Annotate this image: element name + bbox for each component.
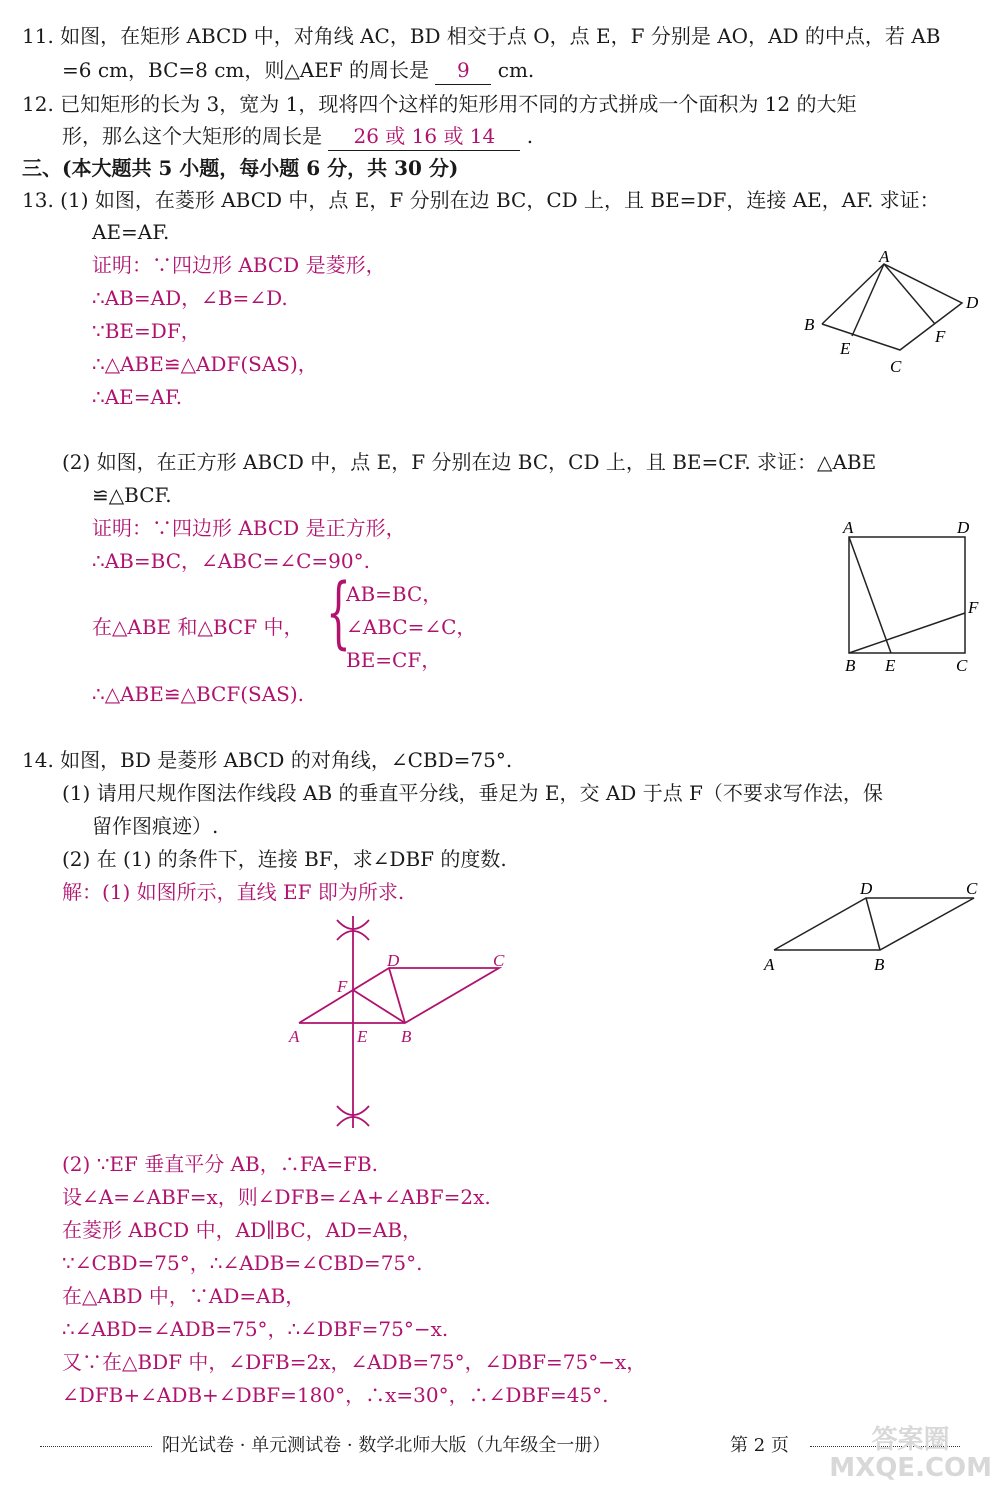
q14-part1-line2: 留作图痕迹）. (92, 814, 219, 838)
q14-solution-2-line: ∵∠CBD=75°，∴∠ADB=∠CBD=75°. (62, 1251, 423, 1275)
q14-part1-line1: (1) 请用尺规作图法作线段 AB 的垂直平分线，垂足为 E，交 AD 于点 F（不要求写作法，保 (62, 781, 883, 805)
section-3-heading: 三、(本大题共 5 小题，每小题 6 分，共 30 分) (22, 156, 459, 180)
q13-2-proof-line: ∴AB=BC，∠ABC=∠C=90°. (92, 549, 370, 573)
label-a: A (843, 518, 854, 537)
q14-solution-2-line: (2) ∵EF 垂直平分 AB，∴FA=FB. (62, 1152, 379, 1176)
q11-answer: 9 (435, 56, 491, 85)
label-e: E (885, 656, 896, 675)
label-a: A (764, 955, 775, 974)
footer-title: 阳光试卷 · 单元测试卷 · 数学北师大版（九年级全一册） (162, 1435, 611, 1456)
label-a: A (289, 1027, 300, 1046)
q12-line2-pre: 形，那么这个大矩形的周长是 (62, 124, 322, 148)
label-f: F (337, 977, 348, 996)
segment-bf (849, 613, 965, 653)
q14-part2: (2) 在 (1) 的条件下，连接 BF，求∠DBF 的度数. (62, 847, 507, 871)
q14-solution-2-line: 在△ABD 中，∵AD=AB， (62, 1284, 306, 1308)
label-b: B (874, 955, 885, 974)
q13-1-stem-line1: 13. (1) 如图，在菱形 ABCD 中，点 E，F 分别在边 BC，CD 上，且 BE=DF，连接 AE，AF. 求证： (22, 188, 940, 212)
label-d: D (860, 879, 873, 898)
system-line: ∠ABC=∠C， (346, 615, 477, 639)
q13-2-stem-line2: ≌△BCF. (92, 483, 172, 507)
label-e: E (840, 339, 851, 358)
rhombus-figure-q13-1 (790, 248, 990, 378)
rhombus-figure-q14 (760, 878, 990, 978)
q11-line2-pre: =6 cm，BC=8 cm，则△AEF 的周长是 (62, 58, 430, 82)
square-outline (849, 537, 965, 653)
label-f: F (968, 598, 979, 617)
square-figure-q13-2 (835, 515, 985, 675)
label-c: C (890, 357, 902, 376)
q13-1-proof-line: ∴AB=AD，∠B=∠D. (92, 286, 288, 310)
page-footer (40, 1432, 960, 1460)
q13-2-proof-line: 证明：∵四边形 ABCD 是正方形， (92, 516, 406, 540)
q11-line1: 11. 如图，在矩形 ABCD 中，对角线 AC，BD 相交于点 O，点 E，F 分别是 AO，AD 的中点，若 AB (22, 24, 941, 48)
q13-1-proof-line: 证明：∵四边形 ABCD 是菱形， (92, 253, 386, 277)
segment-ae (849, 537, 891, 653)
q12-line2-post: . (526, 124, 534, 148)
q12-line1: 12. 已知矩形的长为 3，宽为 1，现将四个这样的矩形用不同的方式拼成一个面积为 12 的大矩 (22, 92, 857, 116)
label-d: D (966, 293, 979, 312)
q13-1-stem-line2: AE=AF. (92, 220, 170, 244)
q13-1-proof-line: ∴△ABE≌△ADF(SAS)， (92, 352, 318, 376)
q13-1-proof-line: ∴AE=AF. (92, 385, 183, 409)
label-e: E (357, 1027, 368, 1046)
rhombus-outline (774, 898, 974, 950)
label-a: A (879, 248, 890, 266)
label-f: F (935, 327, 946, 346)
q13-1-proof-line: ∵BE=DF， (92, 319, 201, 343)
segment-af (884, 264, 935, 324)
system-brace: { (326, 568, 351, 658)
label-c: C (956, 656, 968, 675)
label-c: C (966, 879, 978, 898)
q12-line2 (62, 122, 533, 151)
q14-solution-2-line: ∴∠ABD=∠ADB=75°，∴∠DBF=75°−x. (62, 1317, 449, 1341)
q11-line2 (62, 56, 534, 85)
q12-answer: 26 或 16 或 14 (328, 122, 520, 151)
label-d: D (387, 951, 400, 970)
q13-2-proof-line: 在△ABE 和△BCF 中， (92, 615, 304, 639)
q14-solution-2-line: 设∠A=∠ABF=x，则∠DFB=∠A+∠ABF=2x. (62, 1185, 491, 1209)
q14-solution-2-line: ∠DFB+∠ADB+∠DBF=180°，∴x=30°，∴∠DBF=45°. (62, 1383, 609, 1407)
q11-line2-post: cm. (497, 58, 535, 82)
construction-figure-q14 (285, 910, 525, 1135)
diagonal-bd (866, 898, 880, 950)
rhombus-outline (299, 968, 499, 1023)
label-c: C (493, 951, 505, 970)
label-b: B (804, 315, 815, 334)
q14-solution-2-line: 又∵在△BDF 中，∠DFB=2x，∠ADB=75°，∠DBF=75°−x， (62, 1350, 647, 1374)
label-b: B (845, 656, 856, 675)
q14-solution-1: 解：(1) 如图所示，直线 EF 即为所求. (62, 880, 405, 904)
segment-ae (852, 264, 884, 336)
label-d: D (957, 518, 970, 537)
q13-2-proof-line: ∴△ABE≌△BCF(SAS). (92, 682, 305, 706)
q14-stem: 14. 如图，BD 是菱形 ABCD 的对角线，∠CBD=75°. (22, 748, 513, 772)
q14-solution-2-line: 在菱形 ABCD 中，AD∥BC，AD=AB， (62, 1218, 423, 1242)
label-b: B (401, 1027, 412, 1046)
system-line: AB=BC， (346, 582, 443, 606)
footer-page-number: 第 2 页 (730, 1435, 789, 1456)
q13-2-stem-line1: (2) 如图，在正方形 ABCD 中，点 E，F 分别在边 BC，CD 上，且 BE=CF. 求证：△ABE (62, 450, 877, 474)
system-line: BE=CF， (346, 648, 442, 672)
watermark: 答案圈 MXQE.COM (829, 1425, 992, 1483)
footer-dots-left (40, 1446, 152, 1447)
